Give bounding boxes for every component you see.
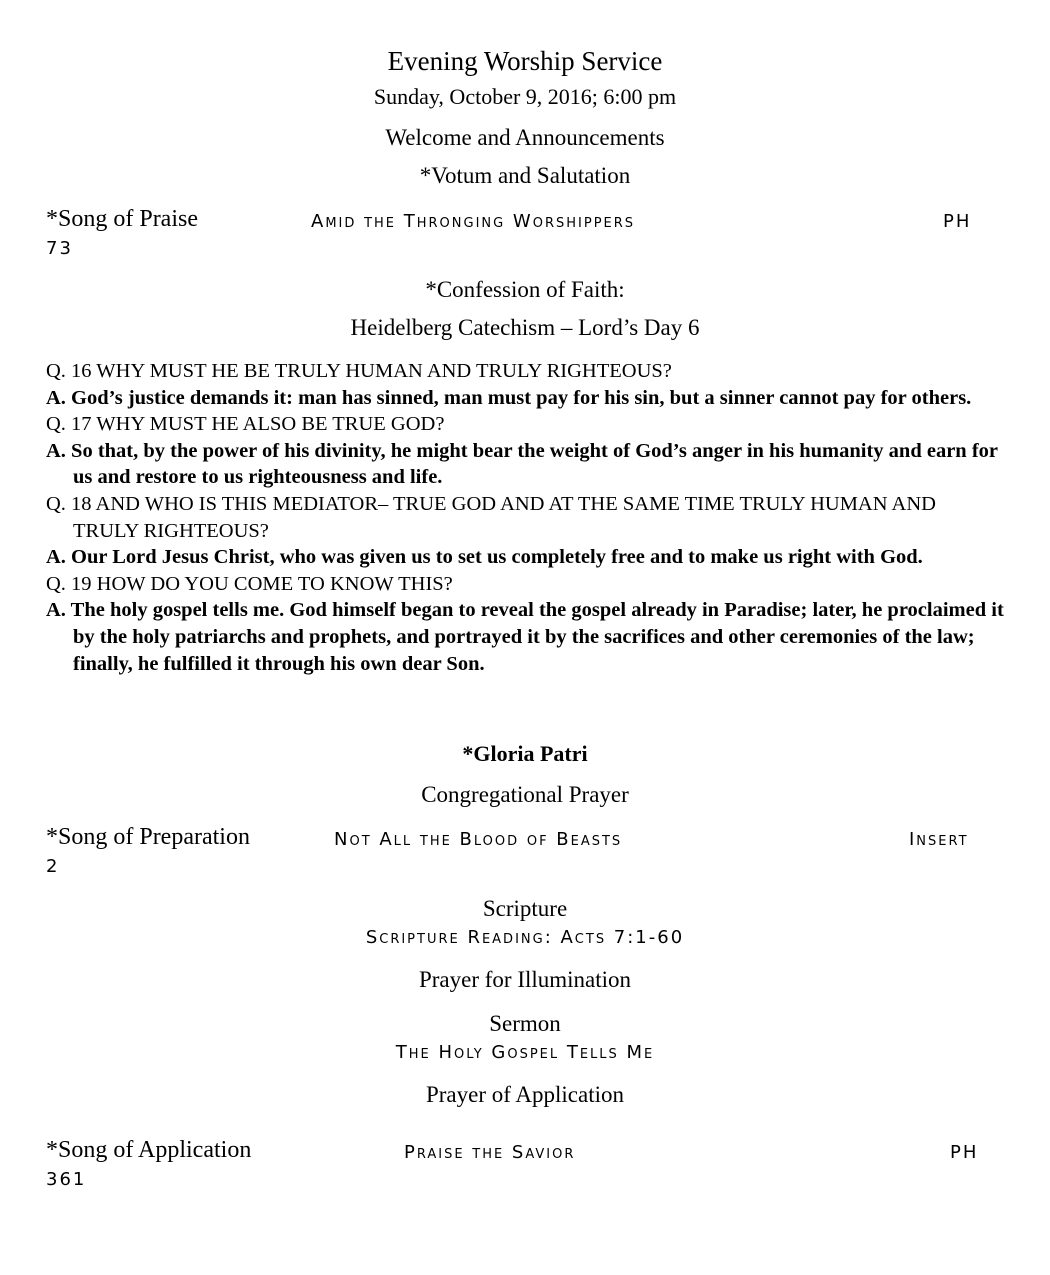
question-18: Q. 18 AND WHO IS THIS MEDIATOR– TRUE GOD AND AT THE SAME TIME TRULY HUMAN AND TRULY RIGHTEOUS? <box>46 492 936 542</box>
song-praise-source: PH <box>943 211 972 232</box>
scripture-reading: Scripture Reading: Acts 7:1-60 <box>365 927 685 948</box>
song-application-title: Praise the Savior <box>404 1142 576 1163</box>
question-19: Q. 19 HOW DO YOU COME TO KNOW THIS? <box>46 572 453 595</box>
answer-16: A. God’s justice demands it: man has sinned, man must pay for his sin, but a sinner cannot pay for others. <box>46 386 972 409</box>
sermon-item: Sermon <box>489 1011 561 1036</box>
gloria-patri: *Gloria Patri <box>462 741 588 766</box>
song-preparation-source: Insert <box>909 829 969 850</box>
song-preparation-title: Not All the Blood of Beasts <box>334 829 623 850</box>
song-application-source: PH <box>950 1142 979 1163</box>
answer-19: A. The holy gospel tells me. God himself began to reveal the gospel already in Paradise; later, he proclaimed it by the holy patriarchs and prophets, and portrayed it by the sacrifices and other ceremonies of the law; finally, he fulfilled it through his own dear Son. <box>46 599 1004 675</box>
song-application-number: 361 <box>46 1169 87 1190</box>
prayer-application: Prayer of Application <box>425 1082 624 1107</box>
prayer-illumination: Prayer for Illumination <box>418 967 632 992</box>
service-date: Sunday, October 9, 2016; 6:00 pm <box>373 84 677 109</box>
question-16: Q. 16 WHY MUST HE BE TRULY HUMAN AND TRULY RIGHTEOUS? <box>46 360 672 382</box>
scripture-item: Scripture <box>482 896 568 921</box>
question-17: Q. 17 WHY MUST HE ALSO BE TRUE GOD? <box>46 413 445 436</box>
confession-heading: *Confession of Faith: <box>425 277 625 302</box>
sermon-title: The Holy Gospel Tells Me <box>395 1042 655 1063</box>
song-application-label: *Song of Application <box>46 1137 252 1163</box>
catechism-qa <box>46 358 1006 677</box>
answer-17: A. So that, by the power of his divinity, he might bear the weight of God’s anger in his humanity and earn for us and restore to us righteousness and life. <box>46 439 998 489</box>
answer-18: A. Our Lord Jesus Christ, who was given us to set us completely free and to make us right with God. <box>46 546 923 569</box>
congregational-prayer: Congregational Prayer <box>421 782 629 807</box>
welcome-item: Welcome and Announcements <box>385 125 665 150</box>
song-preparation-label: *Song of Preparation <box>46 824 250 850</box>
song-praise-number: 73 <box>46 238 73 259</box>
votum-item: *Votum and Salutation <box>419 163 631 188</box>
song-preparation-number: 2 <box>46 856 60 877</box>
service-title: Evening Worship Service <box>387 46 663 76</box>
catechism-heading: Heidelberg Catechism – Lord’s Day 6 <box>350 315 700 340</box>
song-praise-label: *Song of Praise <box>46 206 198 232</box>
song-praise-title: Amid the Thronging Worshippers <box>311 211 636 232</box>
